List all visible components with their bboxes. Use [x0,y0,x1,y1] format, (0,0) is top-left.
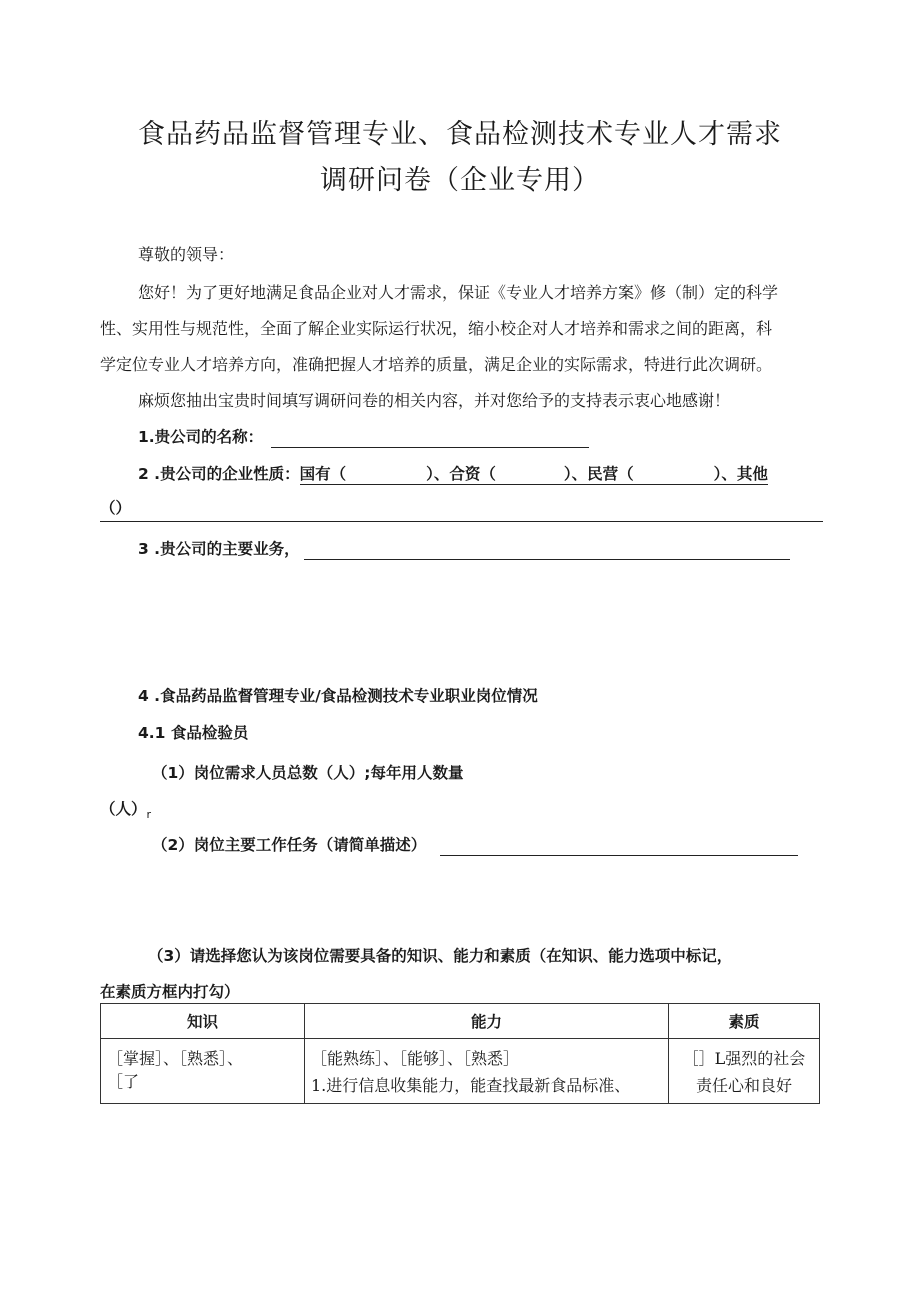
other-parentheses[interactable]: （） [100,499,132,517]
item-3-line-1: （3）请选择您认为该岗位需要具备的知识、能力和素质（在知识、能力选项中标记， [148,947,733,965]
option-other[interactable]: ）、其他 [713,465,768,483]
quality-item-continued: 责任心和良好 [695,1076,792,1095]
intro-line-2: 性、实用性与规范性，全面了解企业实际运行状况，缩小校企对人才培养和需求之间的距离，科 [100,319,773,338]
intro-line-4: 麻烦您抽出宝贵时间填写调研问卷的相关内容，并对您给予的支持表示衷心地感谢！ [138,391,731,410]
company-name-field[interactable] [271,431,589,448]
question-4: 4 .食品药品监督管理专业/食品检测技术专业职业岗位情况 [138,687,538,705]
table-row [101,1039,820,1104]
item-1-headcount: （1）岗位需求人员总数（人）;每年用人数量 [152,764,464,782]
document-subtitle: 调研问卷（企业专用） [320,165,600,196]
salutation: 尊敬的领导： [138,245,235,264]
header-ability: 能力 [305,1004,669,1039]
knowledge-options-line-1: ［掌握］、［熟悉］、 [107,1049,244,1068]
knowledge-options-line-2: ［了 [107,1072,140,1091]
divider-line [100,521,823,522]
ability-item-1: 1.进行信息收集能力，能查找最新食品标准、 [311,1076,631,1095]
ability-cell[interactable] [305,1039,669,1104]
option-joint-venture[interactable]: ）、合资（ [426,465,496,483]
question-1-label: 1.贵公司的名称： [138,428,264,446]
intro-line-3: 学定位专业人才培养方向，准确把握人才培养的质量，满足企业的实际需求，特进行此次调研。 [100,355,773,374]
section-4-1: 4.1 食品检验员 [138,724,249,742]
question-2 [138,463,768,485]
ability-options: ［能熟练］、［能够］、［熟悉］ [311,1049,520,1068]
intro-line-1: 您好！为了更好地满足食品企业对人才需求，保证《专业人才培养方案》修（制）定的科学 [138,283,779,302]
question-1 [138,426,589,448]
item-2 [152,834,798,856]
document-title: 食品药品监督管理专业、食品检测技术专业人才需求 [138,119,782,150]
knowledge-cell[interactable] [101,1039,305,1104]
question-3-label: 3 .贵公司的主要业务， [138,540,300,558]
quality-checkbox-item[interactable]: ［］L强烈的社会 [682,1049,806,1068]
item-2-label: （2）岗位主要工作任务（请简单描述） [152,836,427,854]
work-tasks-field[interactable] [440,839,798,856]
item-1-continued [100,798,151,826]
skills-table [100,1003,820,1104]
option-private[interactable]: ）、民营（ [563,465,634,483]
question-3 [138,538,790,560]
main-business-field[interactable] [304,543,790,560]
item-3-line-2: 在素质方框内打勾） [100,983,240,1001]
item-1-mark: r [146,808,152,822]
header-quality: 素质 [669,1004,820,1039]
quality-cell[interactable] [669,1039,820,1104]
question-2-label: 2 .贵公司的企业性质： [138,465,300,483]
option-state-owned[interactable]: 国有（ [299,465,347,483]
table-header-row [101,1004,820,1039]
header-knowledge: 知识 [101,1004,305,1039]
item-1-unit: （人） [100,800,147,818]
enterprise-type-options [300,464,768,485]
